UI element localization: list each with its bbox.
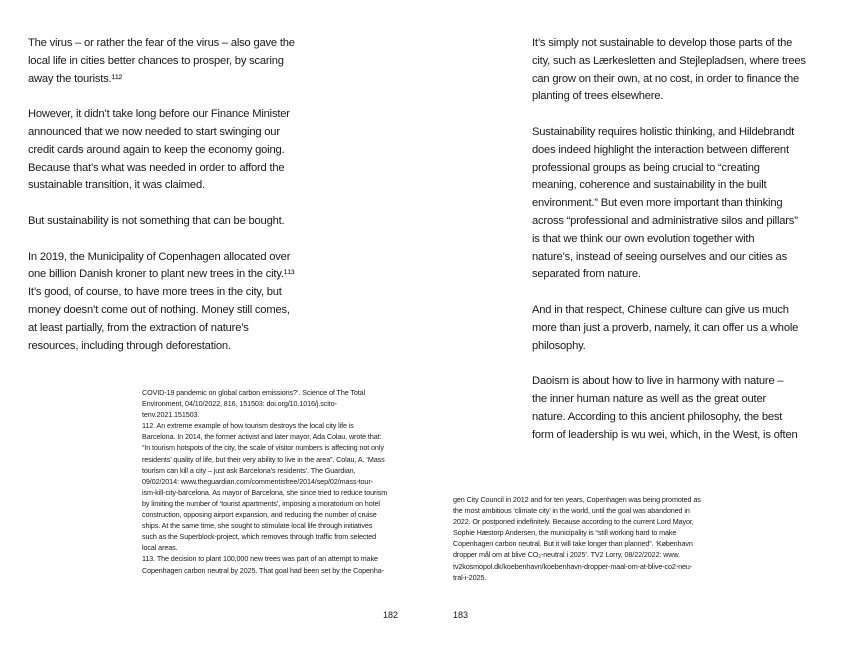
paragraph: It’s simply not sustainable to develop those parts of the city, such as Lærkesletten and Stejlepladsen, where trees can grow on their own, at no cost, in order to finance the planting of trees elsewhere. xyxy=(532,37,806,103)
left-footnotes: COVID-19 pandemic on global carbon emissions?’. Science of The Total Environment, 04/10/2022, 816, 151503: doi.org/10.1016/j.scito- tenv.2021.151503. 112. An extreme example of how tourism destroys the local city life is Barcelona. In 2014, the former activist and later mayor, Ada Colau, wrote that: “In tourism hotspots of the city, the scale of visitor numbers is affecting not only residents’ quality of life, but their very ability to live in the area”. Colau, A. ‘Mass tourism can kill a city – just ask Barcelona’s residents’. The Guardian, 09/02/2014: www.theguardian.com/commentisfree/2014/sep/02/mass-tour- ism-kill-city-barcelona. As mayor of Barcelona, she since tried to reduce tourism by limiting the number of ‘tourist apartments’, imposing a moratorium on hotel construction, opposing airport expansion, and reducing the number of cruise ships. At the same time, she sought to stimulate local life through initiatives such as the Superblock-project, which removes through traffic from selected local areas. 113. The decision to plant 100,000 new trees was part of an attempt to make Copenhagen carbon neutral by 2025. That goal had been set by the Copenha- xyxy=(142,388,388,575)
paragraph: But sustainability is not something that can be bought. xyxy=(28,214,285,227)
paragraph: Daoism is about how to live in harmony with nature – the inner human nature as well as the great outer nature. According to this ancient philosophy, the best form of leadership is wu wei, which, in the West, is often xyxy=(532,375,798,441)
right-footnotes: gen City Council in 2012 and for ten years, Copenhagen was being promoted as the most ambitious ‘climate city’ in the world, until the goal was abandoned in 2022. Or postponed indefinitely. Because according to the current Lord Mayor, Sophie Hæstorp Andersen, the municipality is “still working hard to make Copenhagen carbon neutral. But it will take longer than planned”. ‘København dropper mål om at blive CO₂-neutral i 2025’. TV2 Lorry, 08/22/2022: www. tv2kosmopol.dk/koebenhavn/koebenhavn-dropper-maal-om-at-blive-co2-neu- tral-i-2025. xyxy=(453,495,701,582)
left-page-body xyxy=(28,35,295,373)
paragraph: And in that respect, Chinese culture can give us much more than just a proverb, namely, it can offer us a whole philosophy. xyxy=(532,303,799,352)
page-number-right: 183 xyxy=(453,610,469,620)
paragraph: The virus – or rather the fear of the virus – also gave the local life in cities better chances to prosper, by scaring away the tourists.¹¹² xyxy=(28,37,295,85)
page-number-left: 182 xyxy=(383,610,399,620)
right-page-body xyxy=(532,35,806,462)
paragraph: However, it didn’t take long before our Finance Minister announced that we now needed to start swinging our credit cards around again to keep the economy going. Because that’s what was needed in order to afford the sustainable transition, it was claimed. xyxy=(28,108,290,192)
paragraph: In 2019, the Municipality of Copenhagen allocated over one billion Danish kroner to plant new trees in the city.¹¹³ It’s good, of course, to have more trees in the city, but money doesn’t come out of nothing. Money still comes, at least partially, from the extraction of nature’s resources, including through deforestation. xyxy=(28,250,295,352)
paragraph: Sustainability requires holistic thinking, and Hildebrandt does indeed highlight the interaction between different professional groups as being crucial to “creating meaning, coherence and sustainability in the built environment.” But even more important than thinking across “professional and administrative silos and pillars” is that we think our own evolution together with nature’s, instead of seeing ourselves and our cities as separated from nature. xyxy=(532,125,798,281)
